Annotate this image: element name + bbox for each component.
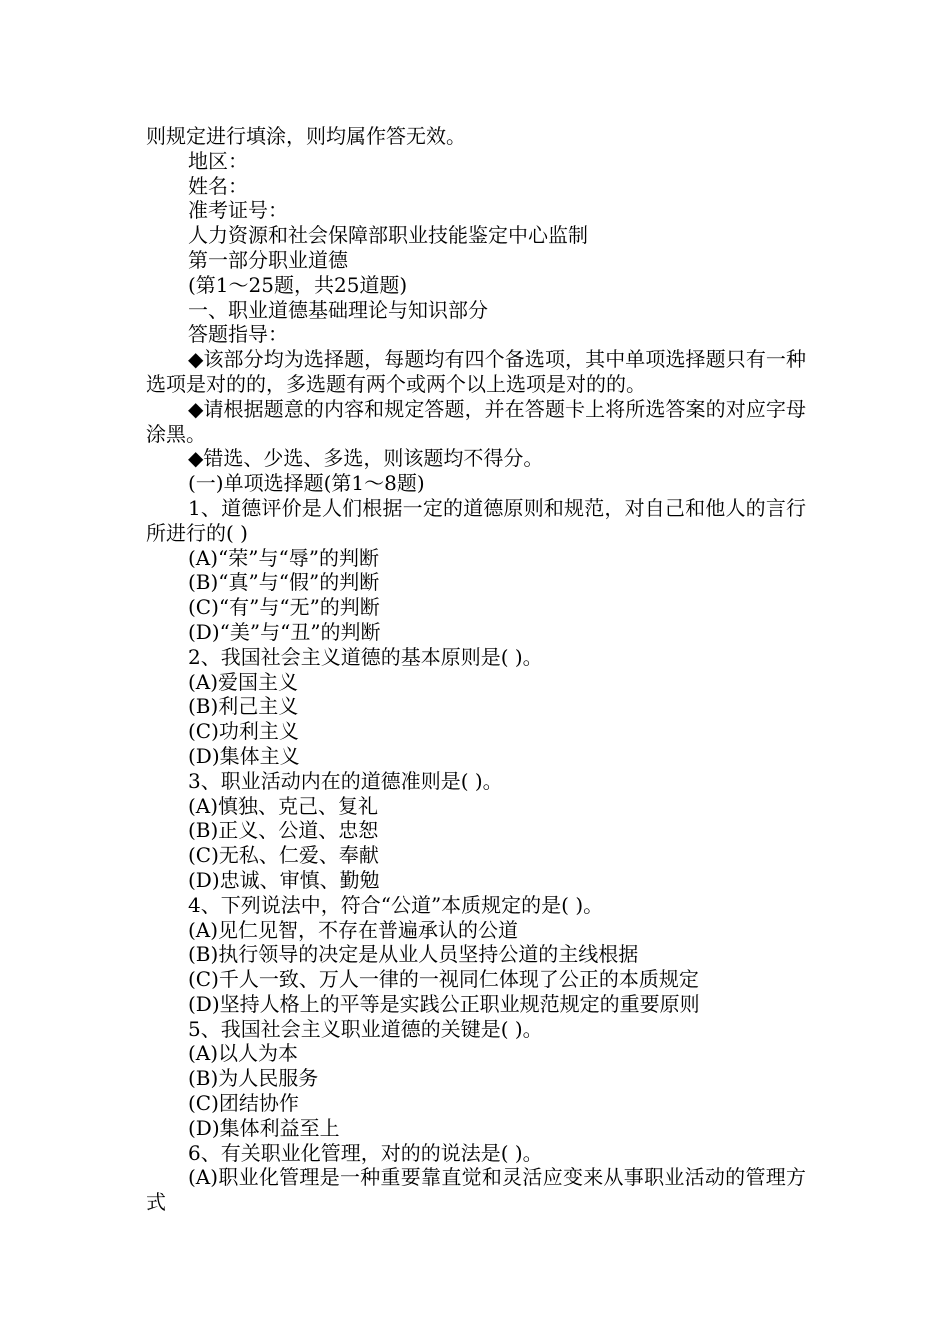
option: (D)集体主义 xyxy=(188,743,300,768)
option: (D)集体利益至上 xyxy=(188,1115,340,1140)
question-6: 6、有关职业化管理，对的的说法是( )。 xyxy=(188,1140,543,1165)
option: (A)爱国主义 xyxy=(188,669,299,694)
option: (B)执行领导的决定是从业人员坚持公道的主线根据 xyxy=(188,942,639,967)
option: (A)慎独、克己、复礼 xyxy=(188,793,379,818)
question-5: 5、我国社会主义职业道德的关键是( )。 xyxy=(188,1016,543,1041)
section-title: 第一部分职业道德 xyxy=(188,247,348,272)
field-exam-id-label: 准考证号： xyxy=(188,198,288,223)
option: (D)“美”与“丑”的判断 xyxy=(188,619,381,644)
option: (C)团结协作 xyxy=(188,1091,299,1116)
option: (C)千人一致、万人一律的一视同仁体现了公正的本质规定 xyxy=(188,967,699,992)
option: (A)职业化管理是一种重要靠直觉和灵活应变来从事职业活动的管理方式 xyxy=(146,1165,806,1215)
option: (A)以人为本 xyxy=(188,1041,299,1066)
option: (C)“有”与“无”的判断 xyxy=(188,595,380,620)
option: (A)“荣”与“辱”的判断 xyxy=(188,545,379,570)
option: (B)正义、公道、忠恕 xyxy=(188,818,379,843)
option: (A)见仁见智，不存在普遍承认的公道 xyxy=(188,917,519,942)
option: (B)为人民服务 xyxy=(188,1066,319,1091)
field-region-label: 地区： xyxy=(188,148,248,173)
option: (D)忠诚、审慎、勤勉 xyxy=(188,867,380,892)
instruction-item: ◆错选、少选、多选，则该题均不得分。 xyxy=(188,446,544,471)
question-2: 2、我国社会主义道德的基本原则是( )。 xyxy=(188,644,543,669)
issuer-line: 人力资源和社会保障部职业技能鉴定中心监制 xyxy=(188,223,588,248)
field-name-label: 姓名： xyxy=(188,173,248,198)
option: (B)“真”与“假”的判断 xyxy=(188,570,380,595)
text-line-continuation: 则规定进行填涂，则均属作答无效。 xyxy=(146,124,466,148)
question-3: 3、职业活动内在的道德准则是( )。 xyxy=(188,768,503,793)
instruction-item: ◆该部分均为选择题，每题均有四个备选项，其中单项选择题只有一种选项是对的的，多选题有两个或两个以上选项是对的的。 xyxy=(146,347,806,396)
instruction-item: ◆请根据题意的内容和规定答题，并在答题卡上将所选答案的对应字母涂黑。 xyxy=(146,396,806,446)
question-4: 4、下列说法中，符合“公道”本质规定的是( )。 xyxy=(188,892,604,917)
section-range: (第1～25题，共25道题) xyxy=(188,272,408,297)
question-group-title: (一)单项选择题(第1～8题) xyxy=(188,471,425,496)
instructions-heading: 答题指导： xyxy=(188,322,288,347)
subsection-title: 一、职业道德基础理论与知识部分 xyxy=(188,297,488,322)
option: (C)无私、仁爱、奉献 xyxy=(188,843,379,868)
question-1: 1、道德评价是人们根据一定的道德原则和规范，对自己和他人的言行所进行的( ) xyxy=(146,495,806,545)
document-body xyxy=(146,124,806,1215)
option: (B)利己主义 xyxy=(188,694,299,719)
option: (D)坚持人格上的平等是实践公正职业规范规定的重要原则 xyxy=(188,991,700,1016)
option: (C)功利主义 xyxy=(188,719,299,744)
